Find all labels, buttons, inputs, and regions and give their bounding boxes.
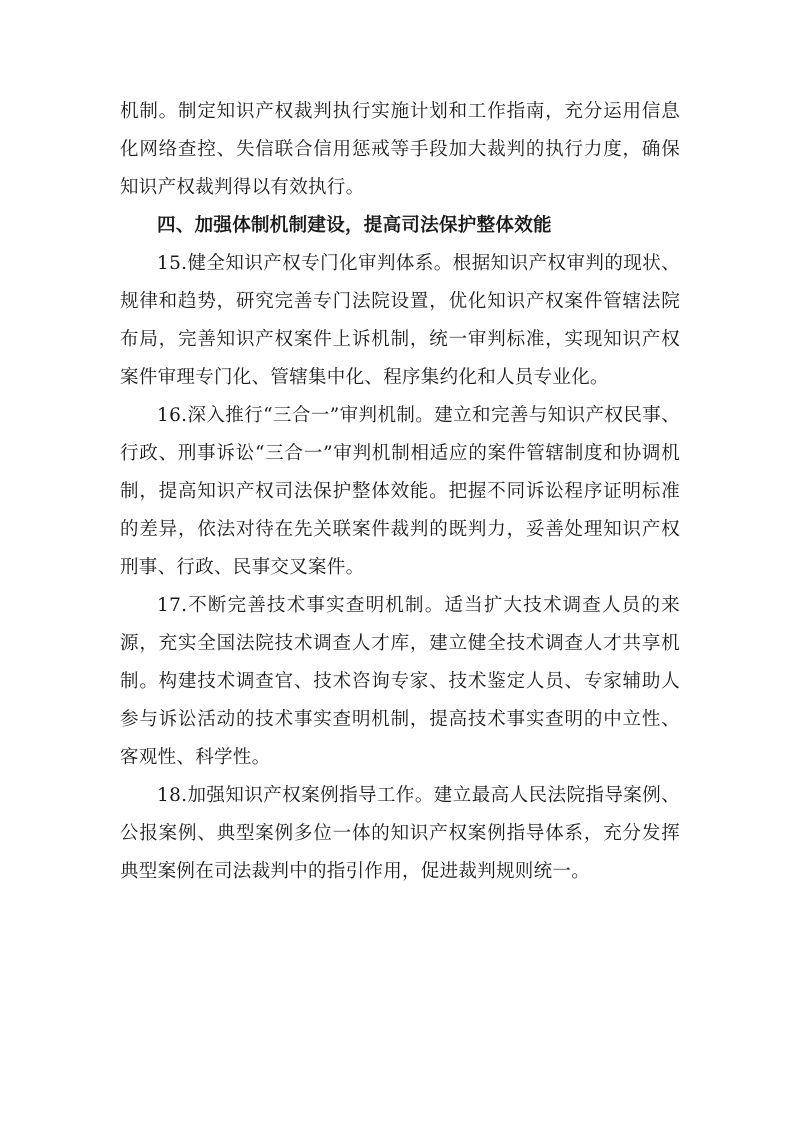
intro-paragraph: 机制。制定知识产权裁判执行实施计划和工作指南，充分运用信息化网络查控、失信联合信用惩戒等手段加大裁判的执行力度，确保知识产权裁判得以有效执行。 <box>120 101 680 198</box>
paragraph-item-17: 17.不断完善技术事实查明机制。适当扩大技术调查人员的来源，充实全国法院技术调查人才库，建立健全技术调查人才共享机制。构建技术调查官、技术咨询专家、技术鉴定人员、专家辅助人参与诉讼活动的技术事实查明机制，提高技术事实查明的中立性、客观性、科学性。 <box>120 595 680 768</box>
paragraph-item-18: 18.加强知识产权案例指导工作。建立最高人民法院指导案例、公报案例、典型案例多位一体的知识产权案例指导体系，充分发挥典型案例在司法裁判中的指引作用，促进裁判规则统一。 <box>120 785 680 882</box>
paragraph-item-16: 16.深入推行“三合一”审判机制。建立和完善与知识产权民事、行政、刑事诉讼“三合一”审判机制相适应的案件管辖制度和协调机制，提高知识产权司法保护整体效能。把握不同诉讼程序证明标准的差异，依法对待在先关联案件裁判的既判力，妥善处理知识产权刑事、行政、民事交叉案件。 <box>120 405 680 578</box>
section-heading: 四、加强体制机制建设，提高司法保护整体效能 <box>157 215 552 236</box>
paragraph-item-15: 15.健全知识产权专门化审判体系。根据知识产权审判的现状、规律和趋势，研究完善专门法院设置，优化知识产权案件管辖法院布局，完善知识产权案件上诉机制，统一审判标准，实现知识产权案件审理专门化、管辖集中化、程序集约化和人员专业化。 <box>120 253 680 388</box>
document-page <box>120 93 680 891</box>
